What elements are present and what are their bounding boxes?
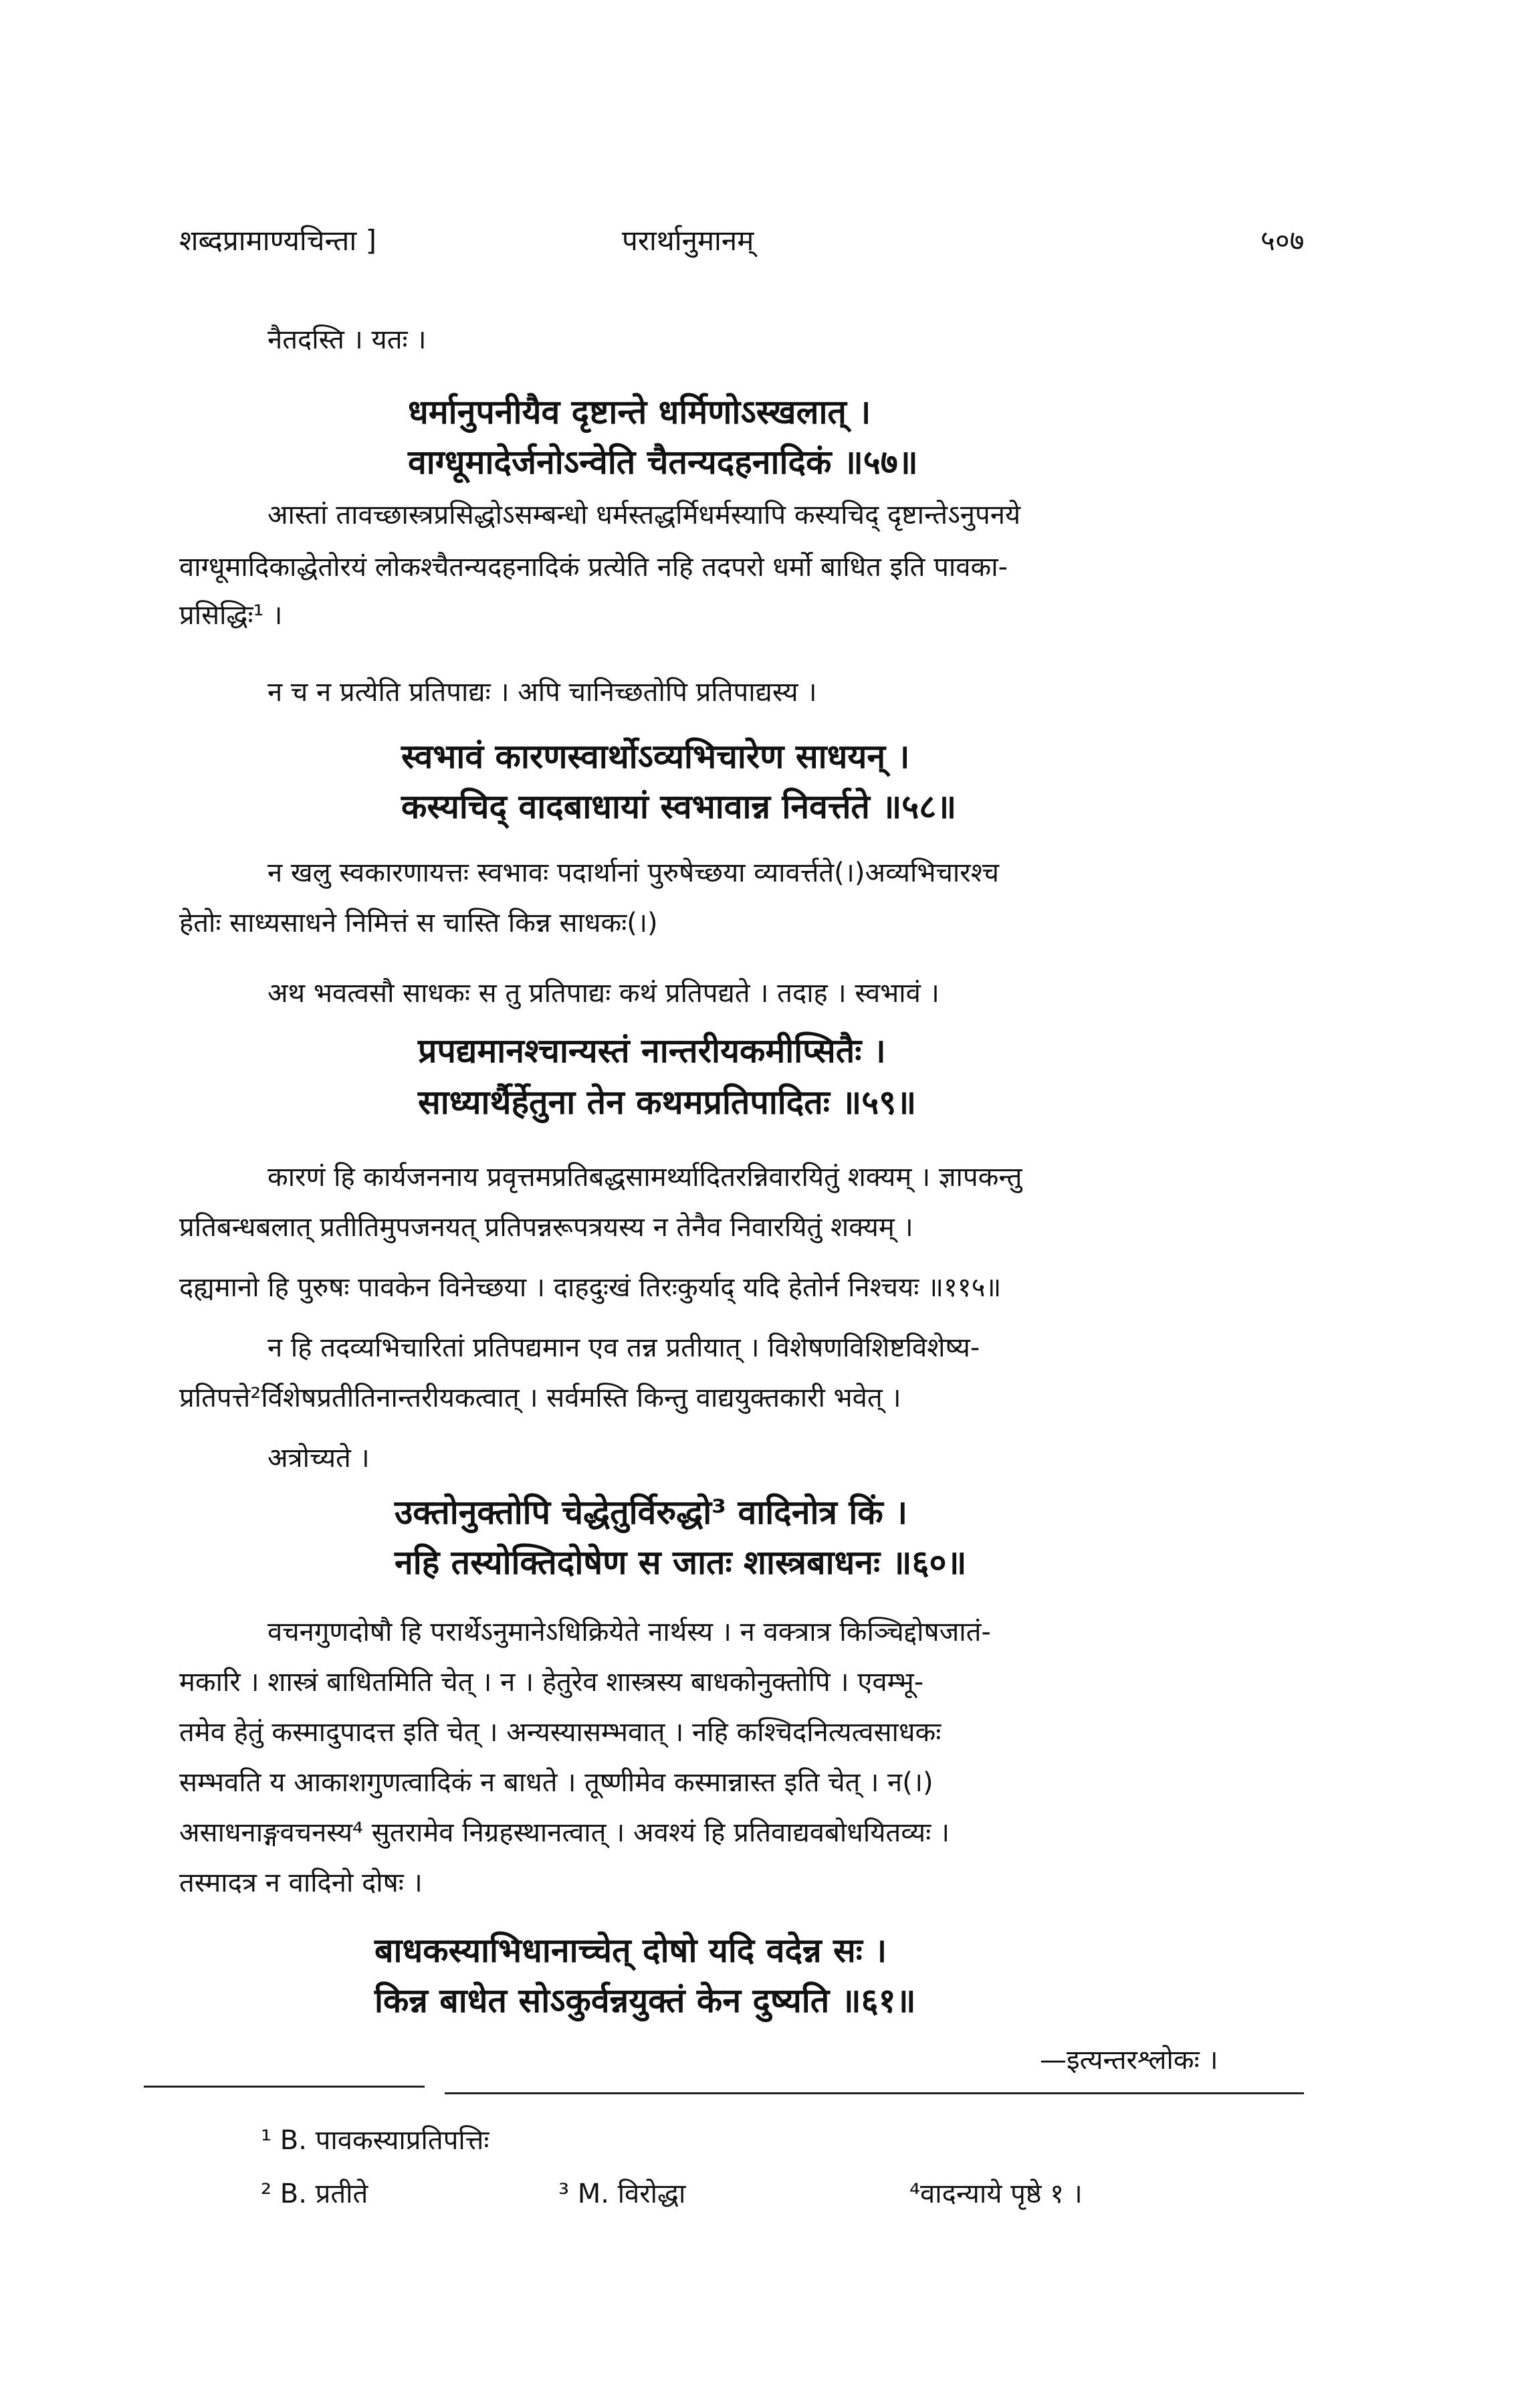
- running-header-title: परार्थानुमानम्: [622, 224, 754, 257]
- prose-line: नैतदस्ति । यतः ।: [267, 324, 427, 355]
- prose-line: न खलु स्वकारणायत्तः स्वभावः पदार्थानां पुरुषेच्छया व्यावर्त्तते(।)अव्यभिचारश्च: [267, 858, 999, 888]
- prose-line: मकारि । शास्त्रं बाधितमिति चेत् । न । हेतुरेव शास्त्रस्य बाधकोनुक्तोपि । एवम्भू-: [179, 1667, 924, 1698]
- prose-line: तस्मादत्र न वादिनो दोषः ।: [179, 1868, 423, 1898]
- footnote-rule-right: [445, 2092, 1304, 2094]
- prose-line: न हि तदव्यभिचारितां प्रतिपद्यमान एव तन्न प्रतीयात् । विशेषणविशिष्टविशेष्य-: [267, 1332, 980, 1363]
- prose-line: प्रतिपत्ते²र्विशेषप्रतीतिनान्तरीयकत्वात् । सर्वमस्ति किन्तु वाद्ययुक्तकारी भवेत् ।: [179, 1383, 901, 1413]
- footnote-1: ¹ B. पावकस्याप्रतिपत्तिः: [261, 2125, 489, 2156]
- prose-line: सम्भवति य आकाशगुणत्वादिकं न बाधते । तूष्णीमेव कस्मान्नास्त इति चेत् । न(।): [179, 1767, 933, 1798]
- prose-line: दह्यमानो हि पुरुषः पावकेन विनेच्छया । दाहदुःखं तिरःकुर्याद् यदि हेतोर्न निश्चयः ॥११५॥: [179, 1272, 1002, 1303]
- prose-line: अथ भवत्वसौ साधकः स तु प्रतिपाद्यः कथं प्रतिपद्यते । तदाह । स्वभावं ।: [267, 978, 940, 1009]
- prose-line: हेतोः साध्यसाधने निमित्तं स चास्ति किन्न साधकः(।): [179, 908, 658, 938]
- footnote-4: ⁴वादन्याये पृष्ठे १ ।: [909, 2179, 1083, 2209]
- prose-line: प्रसिद्धिः¹ ।: [179, 600, 283, 631]
- prose-line: वाग्धूमादिकाद्धेतोरयं लोकश्चैतन्यदहनादिकं प्रत्येति नहि तदपरो धर्मो बाधित इति पावका-: [179, 552, 1008, 583]
- verse-58-line-2: कस्यचिद् वादबाधायां स्वभावान्न निवर्त्तते ॥५८॥: [401, 787, 957, 826]
- antarashloka-note: —इत्यन्तरश्लोकः ।: [1040, 2045, 1218, 2076]
- verse-61-line-2: किन्न बाधेत सोऽकुर्वन्नयुक्तं केन दुष्यति ॥६१॥: [374, 1981, 916, 2020]
- footnote-2: ² B. प्रतीते: [261, 2179, 368, 2209]
- prose-line: कारणं हि कार्यजननाय प्रवृत्तमप्रतिबद्धसामर्थ्यादितरन्निवारयितुं शक्यम् । ज्ञापकन्तु: [267, 1162, 1022, 1193]
- prose-line: तमेव हेतुं कस्मादुपादत्त इति चेत् । अन्यस्यासम्भवात् । नहि कश्चिदनित्यत्वसाधकः: [179, 1717, 942, 1748]
- prose-line: प्रतिबन्धबलात् प्रतीतिमुपजनयत् प्रतिपन्नरूपत्रयस्य न तेनैव निवारयितुं शक्यम् ।: [179, 1212, 913, 1243]
- verse-57-line-2: वाग्धूमादेर्जनोऽन्वेति चैतन्यदहनादिकं ॥५७॥: [408, 443, 918, 482]
- verse-59-line-2: साध्यार्थैर्हेतुना तेन कथमप्रतिपादितः ॥५९॥: [418, 1083, 917, 1122]
- page-number: ५०७: [1260, 224, 1305, 257]
- running-header-left: शब्दप्रामाण्यचिन्ता ]: [179, 224, 376, 257]
- verse-61-line-1: बाधकस्याभिधानाच्चेत् दोषो यदि वदेन्न सः ।: [374, 1931, 887, 1970]
- prose-line: वचनगुणदोषौ हि परार्थेऽनुमानेऽधिक्रियेते नार्थस्य । न वक्त्रात्र किञ्चिद्दोषजातं-: [267, 1617, 991, 1647]
- prose-line: आस्तां तावच्छास्त्रप्रसिद्धोऽसम्बन्धो धर्मस्तद्धर्मिधर्मस्यापि कस्यचिद् दृष्टान्तेऽनुपनये: [267, 500, 1021, 530]
- footnote-rule-left: [144, 2086, 425, 2088]
- prose-line: असाधनाङ्गवचनस्य⁴ सुतरामेव निग्रहस्थानत्वात् । अवश्यं हि प्रतिवाद्यवबोधयितव्यः ।: [179, 1817, 950, 1848]
- verse-58-line-1: स्वभावं कारणस्वार्थोऽव्यभिचारेण साधयन् ।: [401, 737, 910, 776]
- prose-line: न च न प्रत्येति प्रतिपाद्यः । अपि चानिच्छतोपि प्रतिपाद्यस्य ।: [267, 677, 817, 708]
- verse-60-line-1: उक्तोनुक्तोपि चेद्धेतुर्विरुद्धो³ वादिनोत्र किं ।: [395, 1493, 908, 1532]
- prose-line: अत्रोच्यते ।: [267, 1443, 370, 1474]
- verse-60-line-2: नहि तस्योक्तिदोषेण स जातः शास्त्रबाधनः ॥६०॥: [395, 1543, 967, 1582]
- verse-59-line-1: प्रपद्यमानश्चान्यस्तं नान्तरीयकमीप्सितैः ।: [418, 1031, 886, 1070]
- verse-57-line-1: धर्मानुपनीयैव दृष्टान्ते धर्मिणोऽस्खलात् ।: [408, 393, 871, 431]
- footnote-3: ³ M. विरोद्धा: [558, 2179, 686, 2209]
